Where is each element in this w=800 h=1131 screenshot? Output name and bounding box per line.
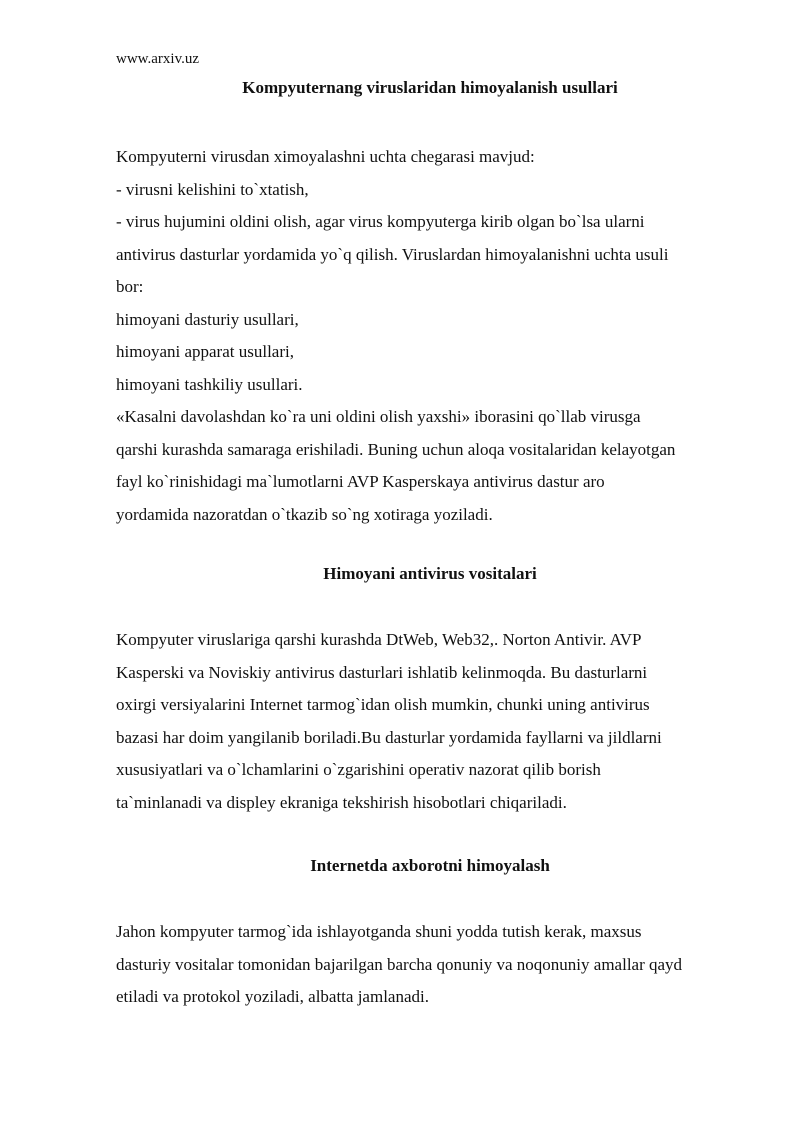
section-1-body bbox=[116, 141, 756, 531]
paragraph-line: Kompyuter viruslariga qarshi kurashda DtWeb, Web32,. Norton Antivir. AVP bbox=[116, 630, 642, 649]
paragraph-line: himoyani apparat usullari, bbox=[116, 342, 294, 361]
paragraph-line: etiladi va protokol yoziladi, albatta jamlanadi. bbox=[116, 987, 429, 1006]
section-3-heading: Internetda axborotni himoyalash bbox=[310, 856, 550, 875]
paragraph-line: Kasperski va Noviskiy antivirus dasturlari ishlatib kelinmoqda. Bu dasturlarni bbox=[116, 662, 648, 682]
section-2-heading: Himoyani antivirus vositalari bbox=[323, 564, 537, 583]
paragraph-line: ta`minlanadi va displey ekraniga tekshirish hisobotlari chiqariladi. bbox=[116, 792, 567, 812]
paragraph-line: oxirgi versiyalarini Internet tarmog`idan olish mumkin, chunki uning antivirus bbox=[116, 695, 650, 714]
site-url: www.arxiv.uz bbox=[116, 51, 200, 67]
paragraph-line: «Kasalni davolashdan ko`ra uni oldini olish yaxshi» iborasini qo`llab virusga bbox=[116, 407, 641, 426]
paragraph-line: himoyani tashkiliy usullari. bbox=[116, 374, 303, 394]
paragraph-line: Kompyuterni virusdan ximoyalashni uchta chegarasi mavjud: bbox=[116, 147, 535, 166]
paragraph-line: qarshi kurashda samaraga erishiladi. Buning uchun aloqa vositalaridan kelayotgan bbox=[116, 439, 676, 459]
paragraph-line: fayl ko`rinishidagi ma`lumotlarni AVP Kasperskaya antivirus dastur aro bbox=[116, 472, 605, 491]
paragraph-line: himoyani dasturiy usullari, bbox=[116, 309, 299, 329]
paragraph-line: antivirus dasturlar yordamida yo`q qilish. Viruslardan himoyalanishni uchta usuli bbox=[116, 244, 669, 264]
paragraph-line: dasturiy vositalar tomonidan bajarilgan barcha qonuniy va noqonuniy amallar qayd bbox=[116, 954, 683, 974]
paragraph-line: bazasi har doim yangilanib boriladi.Bu dasturlar yordamida fayllarni va jildlarni bbox=[116, 727, 662, 747]
paragraph-line: yordamida nazoratdan o`tkazib so`ng xotiraga yoziladi. bbox=[116, 504, 493, 524]
paragraph-line: - virus hujumini oldini olish, agar virus kompyuterga kirib olgan bo`lsa ularni bbox=[116, 212, 645, 231]
section-3-body bbox=[116, 916, 756, 1014]
section-2-body bbox=[116, 624, 756, 819]
paragraph-line: bor: bbox=[116, 277, 144, 296]
paragraph-line: - virusni kelishini to`xtatish, bbox=[116, 179, 309, 199]
paragraph-line: Jahon kompyuter tarmog`ida ishlayotganda shuni yodda tutish kerak, maxsus bbox=[116, 922, 642, 941]
paragraph-line: xususiyatlari va o`lchamlarini o`zgarishini operativ nazorat qilib borish bbox=[116, 760, 601, 779]
document-title: Kompyuternang viruslaridan himoyalanish usullari bbox=[242, 78, 618, 97]
